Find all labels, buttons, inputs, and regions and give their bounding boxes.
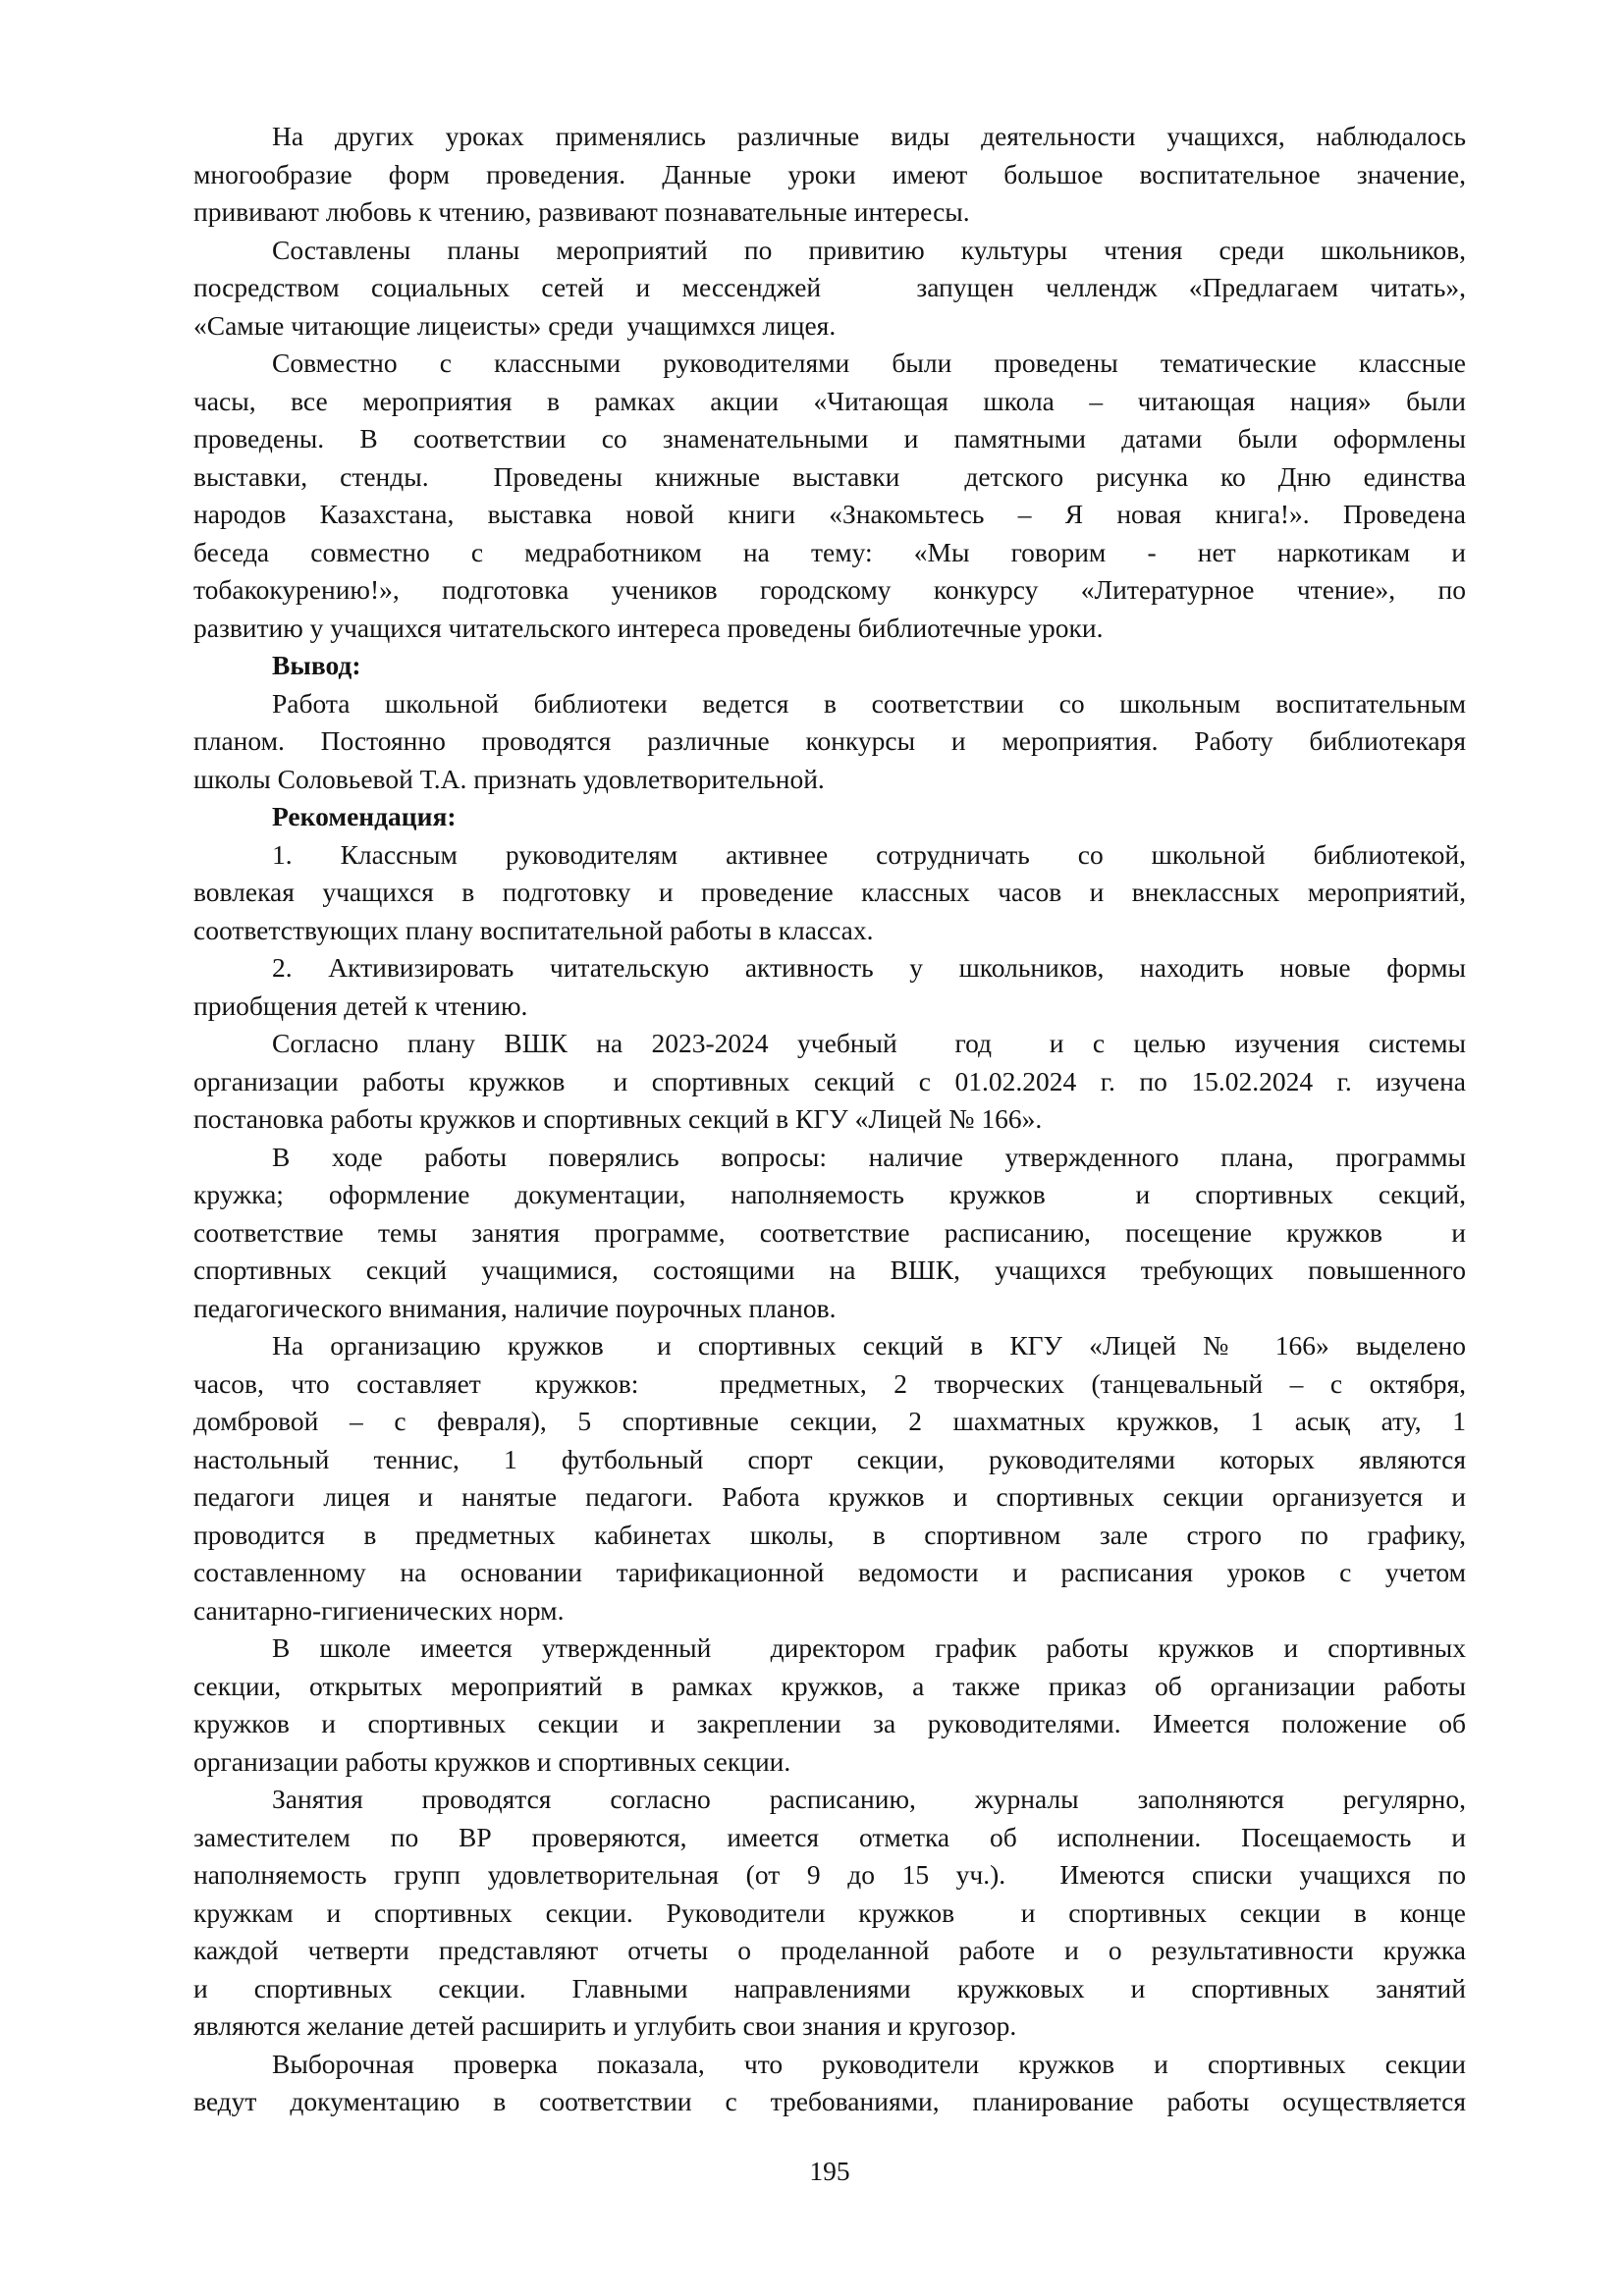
- text-line: школы Соловьевой Т.А. признать удовлетворительной.: [193, 763, 825, 794]
- text-line: проводится в предметных кабинетах школы, в спортивном зале строго по графику,: [193, 1519, 1466, 1550]
- text-line: В ходе работы поверялись вопросы: наличие утвержденного плана, программы: [272, 1141, 1466, 1172]
- text-line: прививают любовь к чтению, развивают познавательные интересы.: [193, 196, 970, 227]
- text-line: Составлены планы мероприятий по привитию культуры чтения среди школьников,: [272, 234, 1466, 265]
- text-line: организации работы кружков и спортивных секции.: [193, 1745, 791, 1777]
- text-line: настольный теннис, 1 футбольный спорт секции, руководителями которых являются: [193, 1443, 1466, 1474]
- text-line: многообразие форм проведения. Данные уроки имеют большое воспитательное значение,: [193, 158, 1466, 189]
- text-line: Выборочная проверка показала, что руководители кружков и спортивных секции: [272, 2048, 1466, 2079]
- text-line: соответствующих плану воспитательной работы в классах.: [193, 914, 874, 945]
- text-line: соответствие темы занятия программе, соответствие расписанию, посещение кружков и: [193, 1216, 1466, 1248]
- text-line: кружкам и спортивных секции. Руководители кружков и спортивных секции в конце: [193, 1896, 1466, 1928]
- paragraph: [193, 1629, 1466, 1781]
- text-line: часы, все мероприятия в рамках акции «Читающая школа – читающая нация» были: [193, 385, 1466, 416]
- paragraph: [193, 118, 1466, 232]
- text-line: педагоги лицея и нанятые педагоги. Работа кружков и спортивных секции организуется и: [193, 1481, 1466, 1512]
- text-line: каждой четверти представляют отчеты о проделанной работе и о результативности кружка: [193, 1935, 1466, 1965]
- text-line: спортивных секций учащимися, состоящими на ВШК, учащихся требующих повышенного: [193, 1255, 1466, 1285]
- text-line: являются желание детей расширить и углубить свои знания и кругозор.: [193, 2010, 1017, 2041]
- text-line: проведены. В соответствии со знаменательными и памятными датами были оформлены: [193, 423, 1466, 454]
- text-line: приобщения детей к чтению.: [193, 989, 528, 1021]
- text-line: планом. Постоянно проводятся различные конкурсы и мероприятия. Работу библиотекаря: [193, 725, 1466, 756]
- text-line: Согласно плану ВШК на 2023-2024 учебный год и с целью изучения системы: [272, 1028, 1466, 1058]
- text-line: Вывод:: [272, 650, 361, 680]
- text-line: педагогического внимания, наличие поурочных планов.: [193, 1292, 837, 1323]
- text-line: и спортивных секции. Главными направлениями кружковых и спортивных занятий: [193, 1972, 1466, 2003]
- paragraph: [193, 1781, 1466, 2046]
- paragraph: [193, 232, 1466, 346]
- text-line: беседа совместно с медработником на тему: «Мы говорим - нет наркотикам и: [193, 536, 1466, 567]
- document-text: [193, 118, 1466, 2121]
- text-line: ведут документацию в соответствии с требованиями, планирование работы осуществляется: [193, 2086, 1466, 2116]
- text-line: развитию у учащихся читательского интереса проведены библиотечные уроки.: [193, 612, 1104, 643]
- paragraph: [193, 798, 1466, 836]
- text-line: часов, что составляет кружков: предметных, 2 творческих (танцевальный – с октября,: [193, 1367, 1466, 1399]
- text-line: постановка работы кружков и спортивных секций в КГУ «Лицей № 166».: [193, 1103, 1043, 1134]
- text-line: вовлекая учащихся в подготовку и проведение классных часов и внеклассных мероприятий,: [193, 877, 1466, 907]
- text-line: составленному на основании тарификационной ведомости и расписания уроков с учетом: [193, 1557, 1466, 1587]
- text-line: организации работы кружков и спортивных секций с 01.02.2024 г. по 15.02.2024 г. изучена: [193, 1065, 1466, 1096]
- paragraph: [193, 2046, 1466, 2121]
- text-line: выставки, стенды. Проведены книжные выставки детского рисунка ко Дню единства: [193, 460, 1466, 492]
- text-line: Занятия проводятся согласно расписанию, журналы заполняются регулярно,: [272, 1784, 1466, 1814]
- paragraph: [193, 345, 1466, 647]
- paragraph: [193, 1139, 1466, 1328]
- page-number: 195: [809, 2156, 850, 2186]
- paragraph: [193, 949, 1466, 1025]
- text-line: На других уроках применялись различные виды деятельности учащихся, наблюдалось: [272, 121, 1466, 151]
- text-line: секции, открытых мероприятий в рамках кружков, а также приказ об организации работы: [193, 1670, 1466, 1701]
- text-line: тобакокурению!», подготовка учеников городскому конкурсу «Литературное чтение», по: [193, 574, 1466, 605]
- text-line: кружков и спортивных секции и закреплении за руководителями. Имеется положение об: [193, 1708, 1466, 1738]
- paragraph: [193, 1327, 1466, 1629]
- text-line: санитарно-гигиенических норм.: [193, 1594, 565, 1626]
- text-line: народов Казахстана, выставка новой книги «Знакомьтесь – Я новая книга!». Проведена: [193, 499, 1466, 529]
- text-line: кружка; оформление документации, наполняемость кружков и спортивных секций,: [193, 1179, 1466, 1209]
- text-line: Работа школьной библиотеки ведется в соответствии со школьным воспитательным: [272, 687, 1466, 719]
- text-line: наполняемость групп удовлетворительная (от 9 до 15 уч.). Имеются списки учащихся по: [193, 1859, 1466, 1890]
- text-line: заместителем по ВР проверяются, имеется отметка об исполнении. Посещаемость и: [193, 1821, 1466, 1852]
- text-line: Рекомендация:: [272, 801, 457, 831]
- paragraph: [193, 1025, 1466, 1139]
- text-line: Совместно с классными руководителями были проведены тематические классные: [272, 347, 1466, 378]
- text-line: «Самые читающие лицеисты» среди учащимхся лицея.: [193, 309, 837, 341]
- paragraph: [193, 647, 1466, 685]
- text-line: В школе имеется утвержденный директором график работы кружков и спортивных: [272, 1632, 1466, 1663]
- text-line: домбровой – с февраля), 5 спортивные секции, 2 шахматных кружков, 1 асық ату, 1: [193, 1406, 1466, 1436]
- text-line: На организацию кружков и спортивных секций в КГУ «Лицей № 166» выделено: [272, 1330, 1466, 1361]
- paragraph: [193, 685, 1466, 799]
- text-line: 1. Классным руководителям активнее сотрудничать со школьной библиотекой,: [272, 838, 1466, 870]
- text-line: посредством социальных сетей и мессенджей запущен челлендж «Предлагаем читать»,: [193, 272, 1466, 302]
- paragraph: [193, 836, 1466, 950]
- text-line: 2. Активизировать читательскую активность у школьников, находить новые формы: [272, 952, 1466, 983]
